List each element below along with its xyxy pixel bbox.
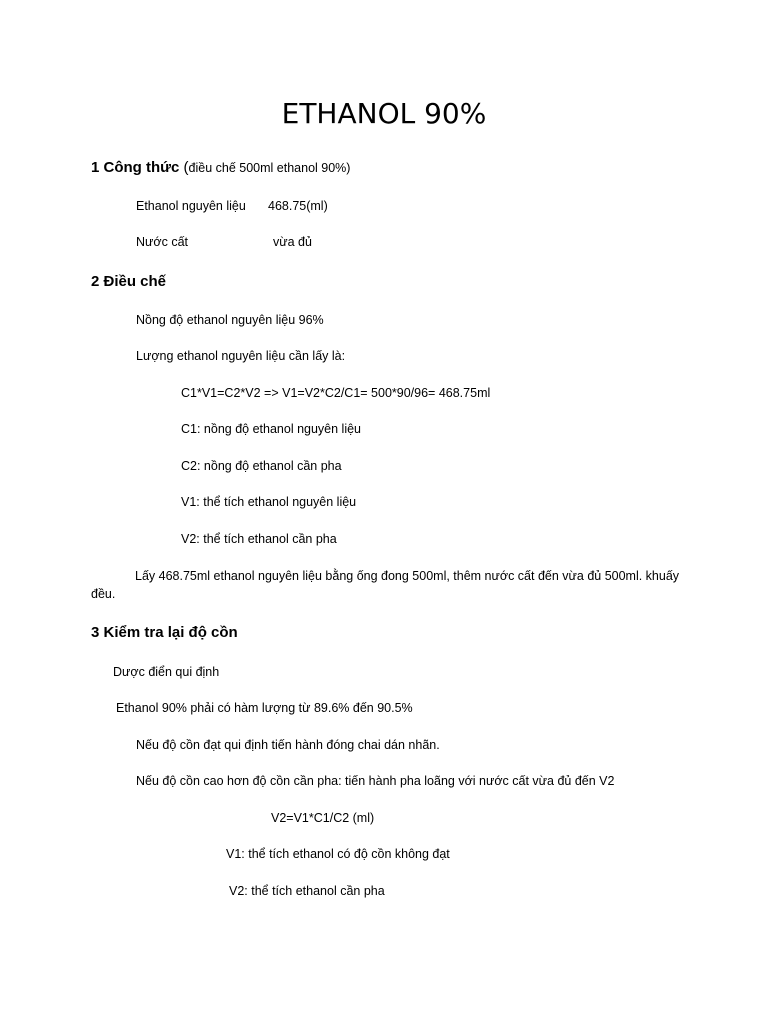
section-1-paren: ( xyxy=(183,159,189,176)
pharmacopoeia-text: Dược điển qui định xyxy=(113,665,220,679)
section-1-note: điều chế 500ml ethanol 90%) xyxy=(188,161,351,175)
procedure-paragraph: Lấy 468.75ml ethanol nguyên liệu bằng ống đong 500ml, thêm nước cất đến vừa đủ 500ml. khuấy đều. xyxy=(91,569,680,601)
dilution-formula: C1*V1=C2*V2 => V1=V2*C2/C1= 500*90/96= 468.75ml xyxy=(181,386,491,400)
definition-line: V1: thể tích ethanol có độ cồn không đạt xyxy=(226,847,450,861)
section-2-heading: 2 Điều chế xyxy=(91,273,167,290)
section-3-heading: 3 Kiểm tra lại độ cồn xyxy=(91,624,238,641)
if-ok-text: Nếu độ cồn đạt qui định tiến hành đóng chai dán nhãn. xyxy=(136,738,440,752)
definition-line: C1: nồng độ ethanol nguyên liệu xyxy=(181,422,362,436)
requirement-text: Ethanol 90% phải có hàm lượng từ 89.6% đến 90.5% xyxy=(116,701,413,715)
definition-line: V1: thể tích ethanol nguyên liệu xyxy=(181,495,357,509)
formula-row-label: Ethanol nguyên liệu xyxy=(136,199,246,213)
formula-row-label: Nước cất xyxy=(136,235,188,249)
definition-line: V2: thể tích ethanol cần pha xyxy=(229,884,385,898)
amount-intro-text: Lượng ethanol nguyên liệu cần lấy là: xyxy=(136,349,346,363)
definition-line: C2: nồng độ ethanol cần pha xyxy=(181,459,342,473)
document-title: ETHANOL 90% xyxy=(281,97,487,130)
formula-row-value: 468.75(ml) xyxy=(268,199,328,213)
section-1-heading-text: 1 Công thức xyxy=(91,159,180,176)
if-high-text: Nếu độ cồn cao hơn độ cồn cần pha: tiến hành pha loãng với nước cất vừa đủ đến V2 xyxy=(136,774,615,788)
section-1-heading xyxy=(91,158,350,178)
formula-row-value: vừa đủ xyxy=(273,235,312,249)
concentration-text: Nồng độ ethanol nguyên liệu 96% xyxy=(136,313,324,327)
correction-formula: V2=V1*C1/C2 (ml) xyxy=(271,811,375,825)
definition-line: V2: thể tích ethanol cần pha xyxy=(181,532,337,546)
